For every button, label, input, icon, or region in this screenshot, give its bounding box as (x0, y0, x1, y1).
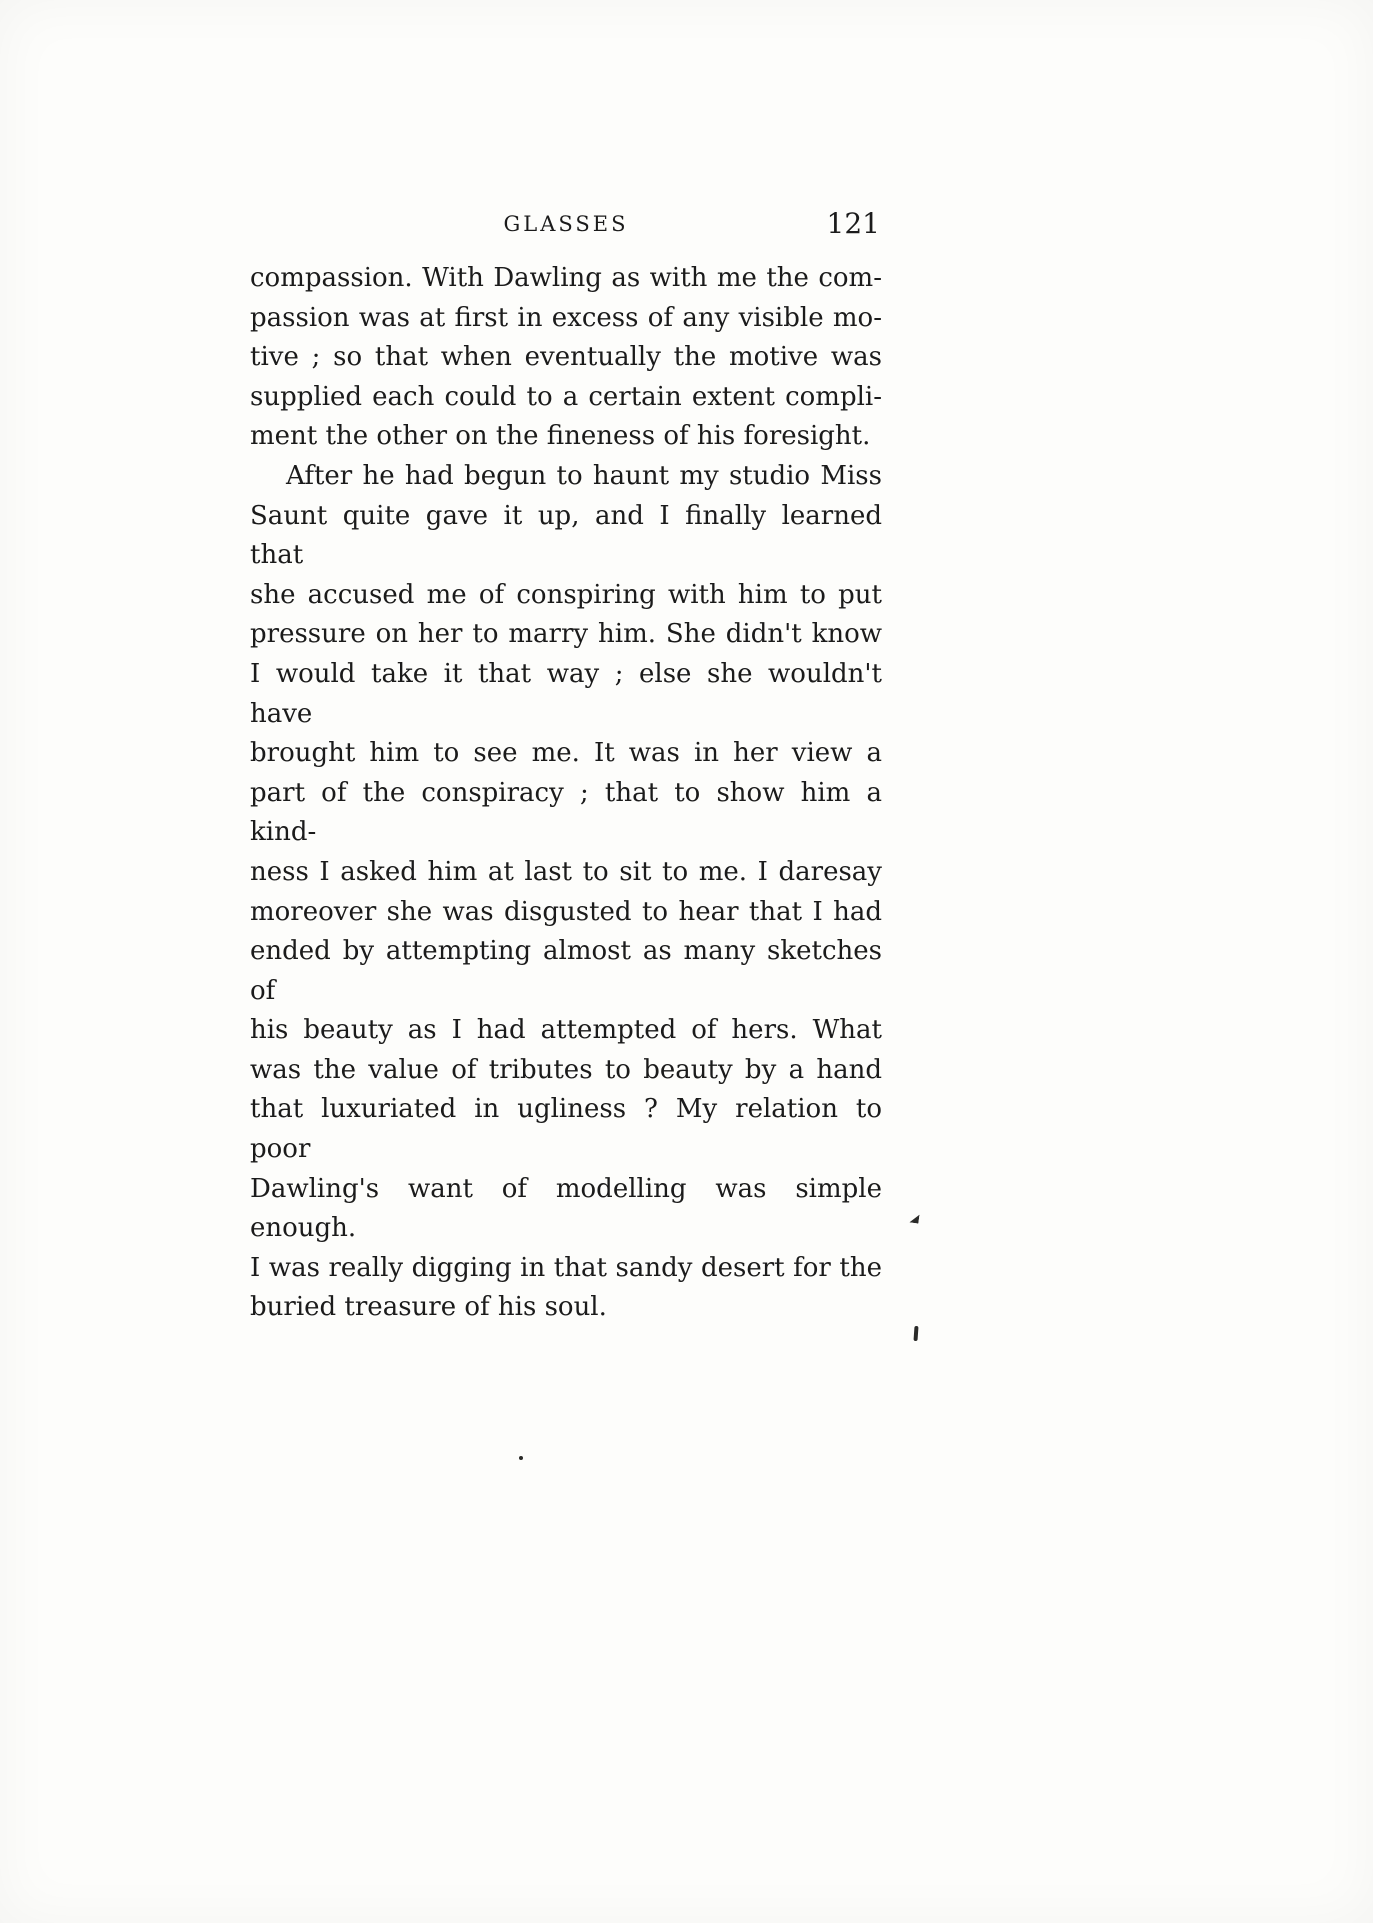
text-line: moreover she was disgusted to hear that I had (250, 896, 882, 927)
text-line: ended by attempting almost as many sketches of (250, 936, 882, 1006)
ink-speck (913, 1326, 918, 1341)
page-header (250, 207, 882, 241)
text-line: buried treasure of his soul. (250, 1292, 607, 1323)
page-number: 121 (826, 207, 880, 240)
text-line: supplied each could to a certain extent compli- (250, 381, 882, 412)
text-line: his beauty as I had attempted of hers. What (250, 1015, 882, 1046)
text-line: passion was at first in excess of any visible mo- (250, 302, 882, 333)
text-line: part of the conspiracy ; that to show him a kind- (250, 777, 882, 848)
text-line: Dawling's want of modelling was simple enough. (250, 1173, 882, 1244)
text-line: I was really digging in that sandy desert for the (250, 1252, 882, 1283)
text-line: compassion. With Dawling as with me the com- (250, 263, 882, 293)
text-line: that luxuriated in ugliness ? My relation to poor (250, 1094, 882, 1165)
text-line: pressure on her to marry him. She didn't know (250, 619, 882, 650)
text-line: was the value of tributes to beauty by a hand (250, 1054, 882, 1085)
text-line: she accused me of conspiring with him to put (250, 579, 882, 610)
text-line: Saunt quite gave it up, and I finally learned that (250, 500, 882, 571)
paragraph (250, 259, 882, 457)
text-line: tive ; so that when eventually the motive was (250, 342, 882, 373)
text-line: I would take it that way ; else she wouldn't have (250, 658, 882, 729)
ink-speck (909, 1213, 919, 1223)
text-line: ment the other on the fineness of his foresight. (250, 421, 871, 452)
running-title: GLASSES (503, 212, 629, 236)
text-line: After he had begun to haunt my studio Miss (286, 460, 882, 491)
ink-speck (519, 1456, 523, 1460)
text-line: ness I asked him at last to sit to me. I daresay (250, 856, 882, 887)
paragraph (250, 457, 882, 1328)
text-line: brought him to see me. It was in her view a (250, 738, 882, 769)
body-text (250, 259, 882, 1328)
